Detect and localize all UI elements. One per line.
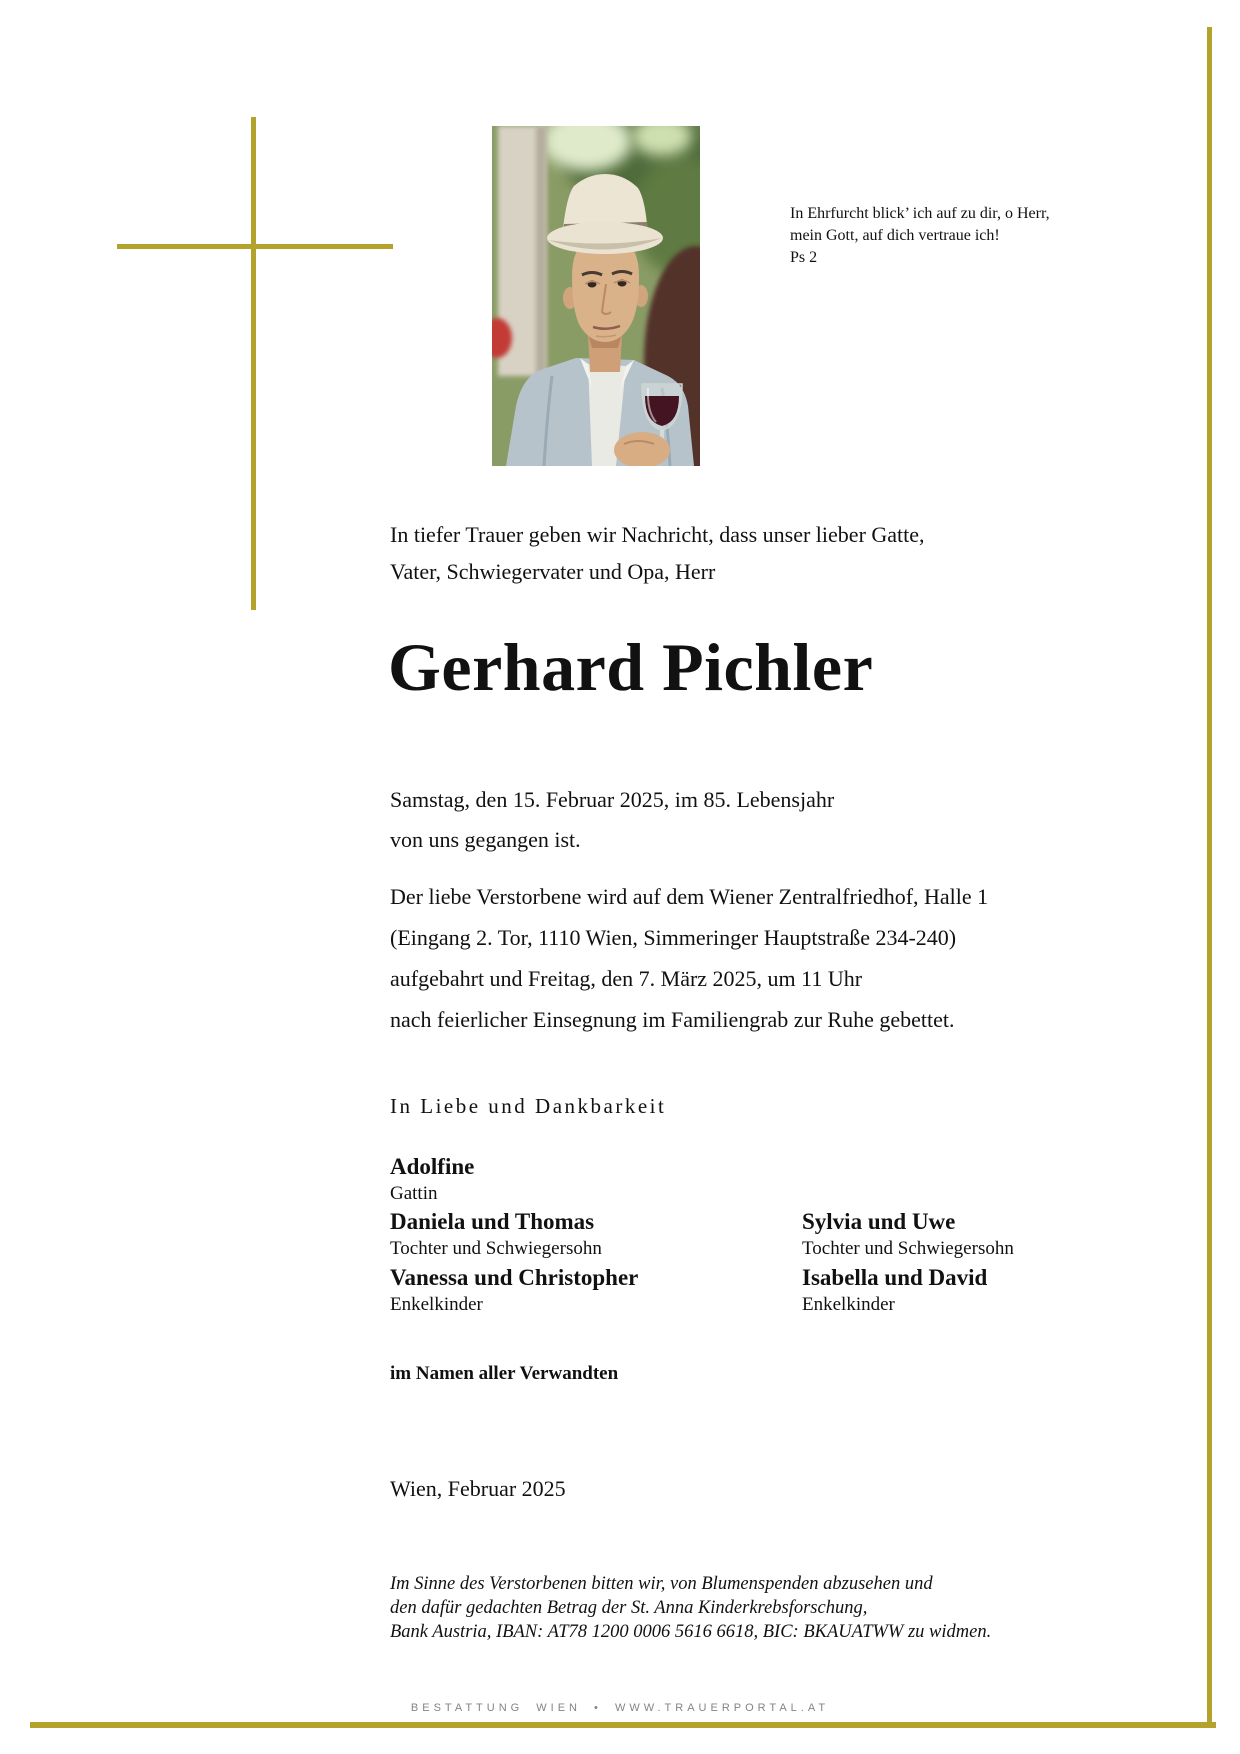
announcement-intro — [390, 516, 925, 590]
portrait-photo — [492, 126, 700, 466]
mourner-daughter-1 — [390, 1208, 602, 1262]
mourner-daughter-2 — [802, 1208, 1014, 1262]
mourner-relation: Enkelkinder — [390, 1294, 483, 1315]
mourner-grandchildren-2 — [802, 1264, 987, 1318]
collective-mourners-line: im Namen aller Verwandten — [390, 1363, 619, 1384]
portrait-photo-illustration — [492, 126, 700, 466]
psalm-quote-line1: In Ehrfurcht blick’ ich auf zu dir, o Herr, — [790, 205, 1050, 222]
gold-right-border — [1207, 27, 1212, 1728]
donation-request-line1: Im Sinne des Verstorbenen bitten wir, von Blumenspenden abzusehen und — [390, 1574, 933, 1594]
donation-request-line3: Bank Austria, IBAN: AT78 1200 0006 5616 6618, BIC: BKAUATWW zu widmen. — [390, 1622, 992, 1642]
mourner-relation: Tochter und Schwiegersohn — [802, 1238, 1014, 1259]
death-date-paragraph — [390, 780, 834, 860]
mourner-grandchildren-1 — [390, 1264, 638, 1318]
funeral-details-paragraph — [390, 876, 988, 1040]
memorial-cross-vertical — [251, 117, 256, 610]
memorial-cross-horizontal — [117, 244, 393, 249]
place-date-line: Wien, Februar 2025 — [390, 1476, 566, 1501]
death-date-line2: von uns gegangen ist. — [390, 827, 581, 852]
announcement-intro-line1: In tiefer Trauer geben wir Nachricht, dass unser lieber Gatte, — [390, 522, 925, 547]
funeral-details-line1: Der liebe Verstorbene wird auf dem Wiener Zentralfriedhof, Halle 1 — [390, 884, 989, 909]
mourner-name: Daniela und Thomas — [390, 1209, 595, 1234]
mourner-relation: Gattin — [390, 1183, 438, 1204]
donation-request-line2: den dafür gedachten Betrag der St. Anna Kinderkrebsforschung, — [390, 1598, 868, 1618]
deceased-name: Gerhard Pichler — [388, 629, 874, 705]
mourner-widow — [390, 1153, 474, 1207]
psalm-quote — [790, 203, 1050, 269]
funeral-details-line3: aufgebahrt und Freitag, den 7. März 2025, um 11 Uhr — [390, 966, 863, 991]
death-date-line1: Samstag, den 15. Februar 2025, im 85. Lebensjahr — [390, 787, 835, 812]
funeral-details-line2: (Eingang 2. Tor, 1110 Wien, Simmeringer Hauptstraße 234-240) — [390, 925, 957, 950]
closing-phrase: In Liebe und Dankbarkeit — [390, 1094, 667, 1118]
funeral-details-line4: nach feierlicher Einsegnung im Familiengrab zur Ruhe gebettet. — [390, 1007, 955, 1032]
mourner-name: Isabella und David — [802, 1265, 988, 1290]
mourner-relation: Tochter und Schwiegersohn — [390, 1238, 602, 1259]
psalm-quote-line2: mein Gott, auf dich vertraue ich! — [790, 227, 1000, 244]
donation-request-paragraph — [390, 1572, 991, 1644]
psalm-quote-source: Ps 2 — [790, 249, 818, 266]
announcement-intro-line2: Vater, Schwiegervater und Opa, Herr — [390, 559, 716, 584]
mourner-relation: Enkelkinder — [802, 1294, 895, 1315]
mourner-name: Adolfine — [390, 1154, 475, 1179]
mourner-name: Vanessa und Christopher — [390, 1265, 639, 1290]
gold-bottom-bar — [30, 1722, 1216, 1728]
footer-text: BESTATTUNG WIEN • WWW.TRAUERPORTAL.AT — [410, 1702, 830, 1714]
mourner-name: Sylvia und Uwe — [802, 1209, 956, 1234]
